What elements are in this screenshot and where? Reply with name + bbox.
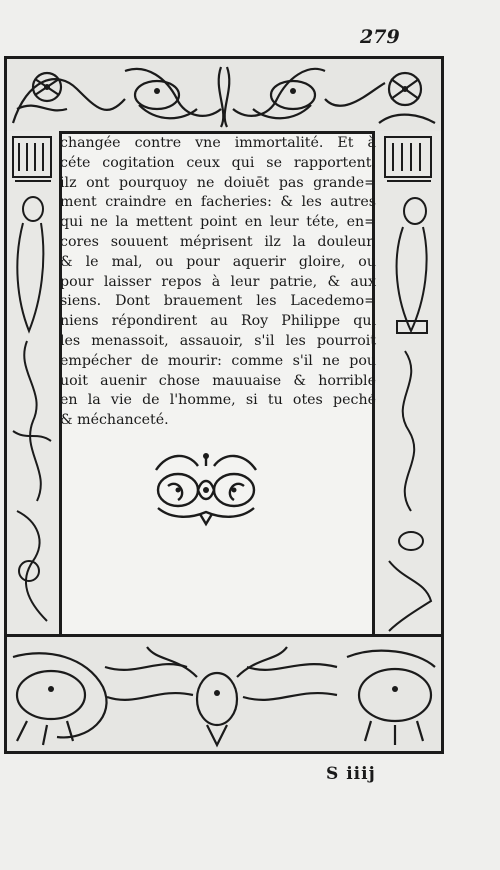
text-line: ilz ont pourquoy ne doiuēt pas grande= <box>60 174 376 191</box>
text-line: niens répondirent au Roy Philippe qui <box>60 313 376 330</box>
text-line: uoit auenir chose mauuaise & horrible <box>60 372 376 389</box>
text-line: empécher de mourir: comme s'il ne pou <box>60 352 376 369</box>
text-line: & méchanceté. <box>60 412 169 429</box>
left-ornament-column <box>7 131 62 637</box>
text-line: en la vie de l'homme, si tu otes peché <box>60 392 376 409</box>
text-line: les menassoit, assauoir, s'il les pourroit <box>60 332 376 349</box>
body-text <box>60 134 376 431</box>
text-line: ment craindre en facheries: & les autres <box>60 194 376 211</box>
text-line: pour laisser repos à leur patrie, & aux <box>60 273 376 290</box>
page-number: 279 <box>360 26 400 48</box>
top-ornament-band <box>7 59 441 134</box>
text-line: cores souuent méprisent ilz la douleur, <box>60 233 376 250</box>
signature-mark: S iiij <box>326 764 376 784</box>
text-line: & le mal, ou pour aquerir gloire, ou <box>60 253 376 270</box>
text-line: qui ne la mettent point en leur téte, en= <box>60 214 376 231</box>
fleuron-ornament <box>148 448 264 528</box>
bottom-ornament-band <box>7 634 441 751</box>
text-line: changée contre vne immortalité. Et à <box>60 135 376 151</box>
right-ornament-column <box>372 131 441 637</box>
text-line: siens. Dont brauement les Lacedemo= <box>60 293 376 310</box>
text-line: céte cogitation ceux qui se rapportent, <box>60 154 376 171</box>
